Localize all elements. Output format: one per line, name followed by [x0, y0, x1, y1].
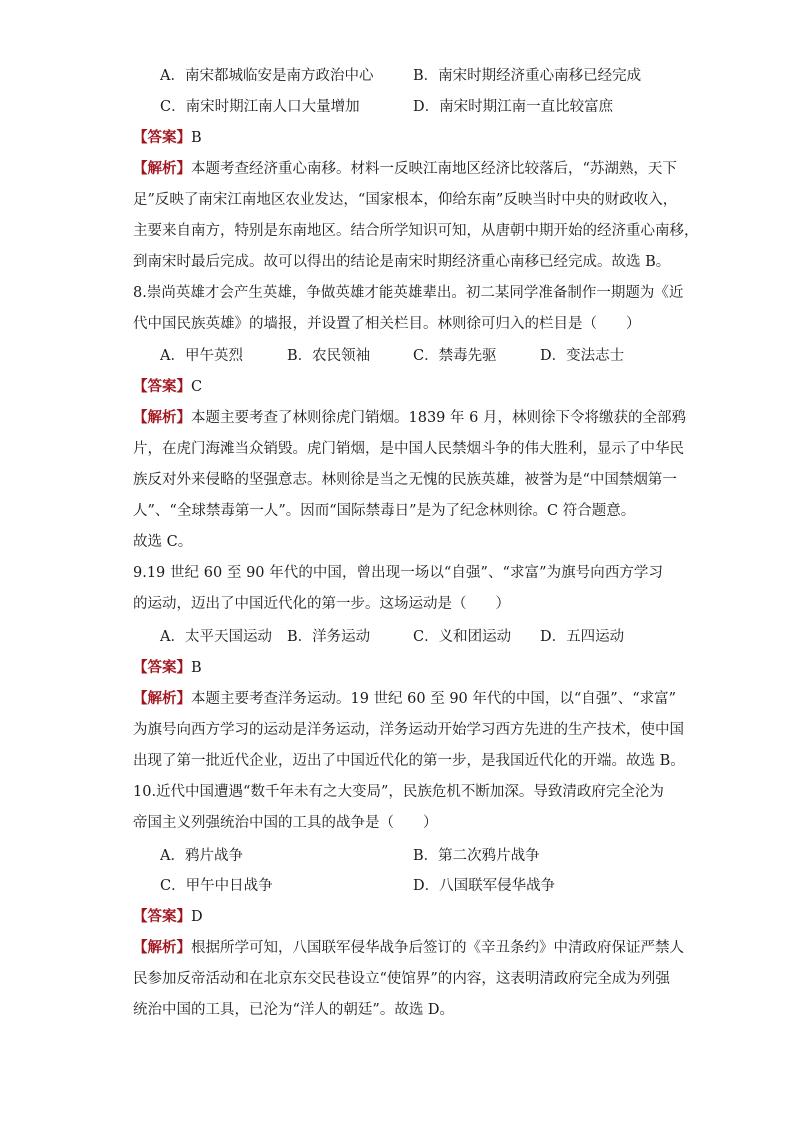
q9-option-c: C．义和团运动 — [413, 629, 512, 645]
answer-value: B — [191, 660, 202, 676]
q10-option-b: B．第二次鸦片战争 — [413, 848, 540, 864]
q9-stem-line: 的运动，迈出了中国近代化的第一步。这场运动是（ ） — [133, 596, 510, 612]
q8-stem-line: 8.崇尚英雄才会产生英雄，争做英雄才能英雄辈出。初二某同学准备制作一期题为《近 — [133, 285, 684, 301]
q10-analysis-line — [133, 938, 684, 958]
q8-analysis-line: 族反对外来侵略的坚强意志。林则徐是当之无愧的民族英雄，被誉为是“中国禁烟第一 — [133, 472, 677, 488]
analysis-text: 根据所学可知，八国联军侵华战争后签订的《辛丑条约》中清政府保证严禁人 — [191, 940, 684, 956]
q10-option-a: A．鸦片战争 — [160, 848, 243, 864]
q7-option-d: D．南宋时期江南一直比较富庶 — [413, 99, 614, 115]
q10-option-d: D．八国联军侵华战争 — [413, 878, 556, 894]
q9-analysis-line: 为旗号向西方学习的运动是洋务运动，洋务运动开始学习西方先进的生产技术，使中国 — [133, 722, 684, 738]
q8-option-b: B．农民领袖 — [287, 348, 371, 364]
q8-analysis-line: 片，在虎门海滩当众销毁。虎门销烟，是中国人民禁烟斗争的伟大胜利，显示了中华民 — [133, 441, 684, 457]
q9-stem-line: 9.19 世纪 60 至 90 年代的中国，曾出现一场以“自强”、“求富”为旗号向西方学习 — [133, 565, 663, 581]
answer-value: D — [191, 909, 203, 925]
q7-option-b: B．南宋时期经济重心南移已经完成 — [413, 68, 642, 84]
q8-stem-line: 代中国民族英雄》的墙报，并设置了相关栏目。林则徐可归入的栏目是（ ） — [133, 316, 641, 332]
q9-option-a: A．太平天国运动 — [160, 629, 272, 645]
q7-analysis-line — [133, 159, 677, 179]
q8-option-a: A．甲午英烈 — [160, 348, 243, 364]
q8-analysis-line — [133, 408, 686, 428]
q7-option-c: C．南宋时期江南人口大量增加 — [160, 99, 360, 115]
q8-analysis-line: 人”、“全球禁毒第一人”。因而“国际禁毒日”是为了纪念林则徐。C 符合题意。 — [133, 503, 636, 519]
analysis-text: 本题考查经济重心南移。材料一反映江南地区经济比较落后，“苏湖熟，天下 — [191, 161, 677, 177]
answer-value: C — [191, 379, 203, 395]
q10-analysis-line: 民参加反帝活动和在北京东交民巷设立“使馆界”的内容，这表明清政府完全成为列强 — [133, 971, 670, 987]
analysis-label: 【解析】 — [133, 939, 191, 956]
analysis-text: 本题主要考查洋务运动。19 世纪 60 至 90 年代的中国，以“自强”、“求富” — [191, 691, 677, 707]
q10-option-c: C．甲午中日战争 — [160, 878, 273, 894]
q7-analysis-line: 足”反映了南宋江南地区农业发达，“国家根本，仰给东南”反映当时中央的财政收入， — [133, 192, 678, 208]
q8-option-c: C．禁毒先驱 — [413, 348, 497, 364]
q9-option-d: D．五四运动 — [540, 629, 625, 645]
q8-option-d: D．变法志士 — [540, 348, 625, 364]
q9-analysis-line: 出现了第一批近代企业，迈出了中国近代化的第一步，是我国近代化的开端。故选 B。 — [133, 753, 685, 769]
q10-stem-line: 帝国主义列强统治中国的工具的战争是（ ） — [133, 815, 438, 831]
analysis-text: 本题主要考查了林则徐虎门销烟。1839 年 6 月，林则徐下令将缴获的全部鸦 — [191, 410, 686, 426]
answer-label: 【答案】 — [133, 378, 191, 395]
q8-answer — [133, 377, 663, 397]
q9-answer — [133, 658, 663, 678]
q9-analysis-line — [133, 689, 677, 709]
q10-stem-line: 10.近代中国遭遇“数千年未有之大变局”，民族危机不断加深。导致清政府完全沦为 — [133, 784, 664, 800]
q9-option-b: B．洋务运动 — [287, 629, 371, 645]
q10-answer — [133, 907, 663, 927]
answer-value: B — [191, 130, 202, 146]
q10-analysis-line: 统治中国的工具，已沦为“洋人的朝廷”。故选 D。 — [133, 1002, 455, 1018]
answer-label: 【答案】 — [133, 908, 191, 925]
q7-answer — [133, 128, 663, 148]
q7-option-a: A．南宋都城临安是南方政治中心 — [160, 68, 374, 84]
answer-label: 【答案】 — [133, 659, 191, 676]
answer-label: 【答案】 — [133, 129, 191, 146]
analysis-label: 【解析】 — [133, 690, 191, 707]
q8-analysis-line: 故选 C。 — [133, 534, 193, 550]
analysis-label: 【解析】 — [133, 160, 191, 177]
q7-analysis-line: 到南宋时最后完成。故可以得出的结论是南宋时期经济重心南移已经完成。故选 B。 — [133, 254, 671, 270]
q7-analysis-line: 主要来自南方，特别是东南地区。结合所学知识可知，从唐朝中期开始的经济重心南移， — [133, 223, 699, 239]
analysis-label: 【解析】 — [133, 409, 191, 426]
